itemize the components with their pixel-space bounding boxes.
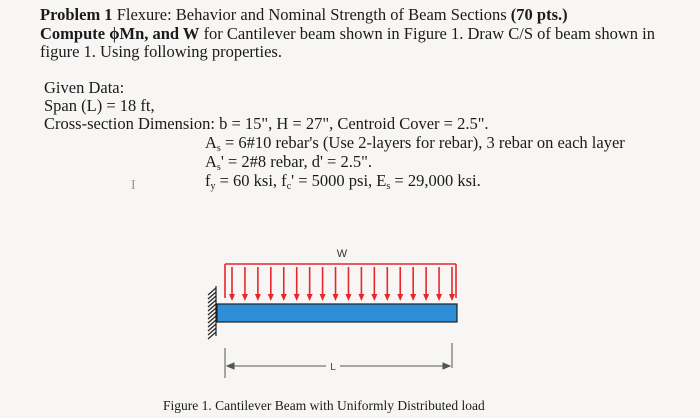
asp-symbol: A (205, 152, 217, 171)
asp-value: ' = 2#8 rebar, d' = 2.5". (220, 152, 372, 171)
support-hatch-line (208, 332, 216, 339)
as-subscript: s (216, 143, 221, 154)
support-hatch-line (208, 312, 216, 319)
beam-body (217, 304, 457, 322)
fy-subscript: y (210, 181, 216, 192)
cross-section-value: b = 15", H = 27", Centroid Cover = 2.5". (219, 114, 489, 133)
load-arrowhead (358, 294, 364, 301)
load-arrowhead (449, 294, 455, 301)
cross-section-row (44, 114, 489, 133)
task-rest: for Cantilever beam shown in Figure 1. Draw C/S of beam shown in (199, 24, 655, 43)
load-arrowhead (333, 294, 339, 301)
load-label: W (336, 248, 348, 260)
load-arrowhead (307, 294, 313, 301)
load-arrowhead (436, 294, 442, 301)
as-symbol: A (205, 133, 217, 152)
figure-caption: Figure 1. Cantilever Beam with Uniformly Distributed load (163, 398, 485, 413)
load-arrowhead (371, 294, 377, 301)
task-bold: Compute ϕMn, and W (40, 24, 200, 43)
support-hatch-line (208, 288, 216, 295)
load-arrowhead (423, 294, 429, 301)
load-arrowhead (229, 294, 235, 301)
problem-points: (70 pts.) (510, 5, 568, 24)
support-hatch-line (208, 308, 216, 315)
load-arrowhead (242, 294, 248, 301)
fy-symbol: f (205, 171, 211, 190)
given-data-heading: Given Data: (44, 78, 125, 97)
fc-value: ' = 5000 psi, E (291, 171, 387, 190)
load-arrowhead (255, 294, 261, 301)
load-arrowhead (320, 294, 326, 301)
as-value: = 6#10 rebar's (Use 2-layers for rebar), 3 rebar on each layer (220, 133, 625, 152)
cantilever-beam-figure (200, 240, 470, 385)
load-arrowhead (294, 294, 300, 301)
load-arrowhead (410, 294, 416, 301)
distributed-load (225, 264, 456, 301)
length-label: L (330, 362, 336, 373)
support-hatch-line (208, 328, 216, 335)
support-hatch-line (208, 324, 216, 331)
cross-section-label: Cross-section Dimension: (44, 114, 215, 133)
load-arrowhead (397, 294, 403, 301)
load-arrowhead (281, 294, 287, 301)
fy-value: = 60 ksi, f (215, 171, 287, 190)
fc-subscript: c (286, 181, 292, 192)
es-subscript: s (386, 181, 391, 192)
es-value: = 29,000 ksi. (390, 171, 481, 190)
support-hatch-line (208, 300, 216, 307)
load-arrowhead (268, 294, 274, 301)
text-cursor-icon: I (131, 178, 136, 193)
material-properties-row (205, 171, 481, 196)
problem-title (40, 5, 568, 24)
problem-topic: Flexure: Behavior and Nominal Strength of Beam Sections (112, 5, 511, 24)
problem-task-continued: figure 1. Using following properties. (40, 42, 282, 61)
load-arrowhead (384, 294, 390, 301)
support-hatch-line (208, 296, 216, 303)
support-hatch-line (208, 292, 216, 299)
fixed-support (208, 286, 216, 339)
load-arrowhead (345, 294, 351, 301)
problem-number: Problem 1 (40, 5, 113, 24)
support-hatch-line (208, 320, 216, 327)
support-hatch-line (208, 316, 216, 323)
problem-task (40, 24, 655, 43)
support-hatch-line (208, 304, 216, 311)
asp-subscript: s (216, 162, 221, 173)
span-value: Span (L) = 18 ft, (44, 96, 155, 115)
